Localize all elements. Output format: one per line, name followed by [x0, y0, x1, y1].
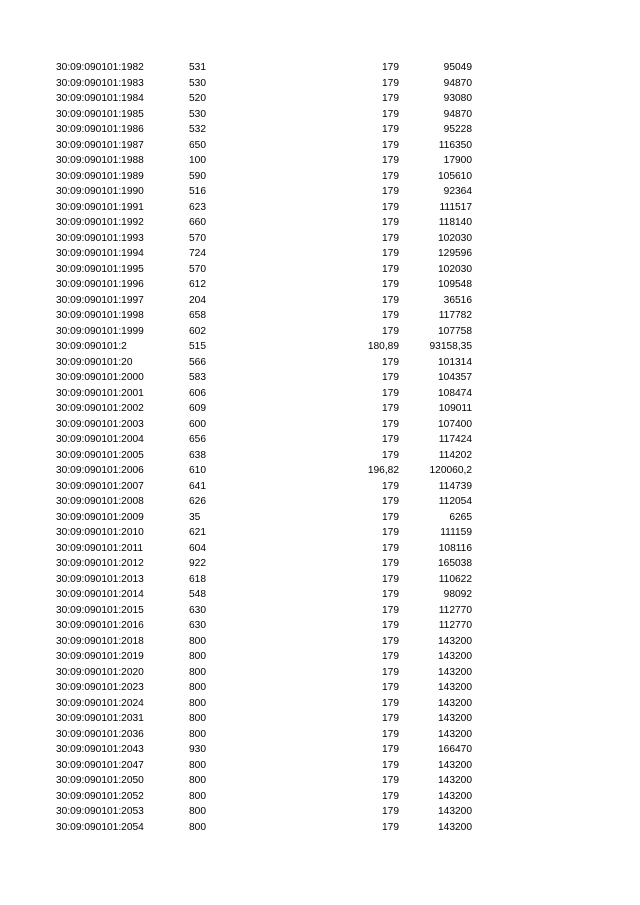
area-cell: 609	[189, 403, 206, 414]
cadastral-number-cell: 30:09:090101:2019	[56, 651, 144, 662]
area-cell: 100	[189, 155, 206, 166]
table-row	[56, 711, 476, 727]
table-row	[56, 153, 476, 169]
value-cell: 112770	[438, 604, 472, 616]
rate-cell: 179	[382, 589, 399, 600]
cadastral-number-cell: 30:09:090101:2043	[56, 744, 144, 755]
rate-cell: 179	[382, 356, 399, 368]
value-cell: 107400	[438, 418, 472, 430]
area-cell: 602	[189, 325, 206, 337]
value-cell: 17900	[443, 155, 472, 166]
cadastral-number-cell: 30:09:090101:2011	[56, 542, 144, 554]
value-cell: 143200	[438, 713, 472, 724]
table-row	[56, 107, 476, 123]
rate-cell: 179	[382, 310, 399, 321]
table-row	[56, 138, 476, 154]
value-cell: 143200	[438, 697, 472, 709]
rate-cell: 179	[382, 790, 399, 802]
value-cell: 93080	[443, 93, 472, 104]
value-cell: 143200	[438, 666, 472, 678]
value-cell: 143200	[438, 759, 472, 771]
cadastral-number-cell: 30:09:090101:2054	[56, 821, 144, 833]
table-row	[56, 417, 476, 433]
cadastral-number-cell: 30:09:090101:2003	[56, 418, 144, 430]
table-row	[56, 820, 476, 836]
table-row	[56, 293, 476, 309]
cadastral-number-cell: 30:09:090101:2012	[56, 558, 144, 569]
cadastral-number-cell: 30:09:090101:2007	[56, 480, 144, 492]
value-cell: 6265	[449, 511, 472, 523]
area-cell: 800	[189, 635, 206, 647]
table-row	[56, 215, 476, 231]
area-cell: 530	[189, 108, 206, 120]
table-row	[56, 262, 476, 278]
area-cell: 531	[189, 62, 206, 73]
table-row	[56, 727, 476, 743]
rate-cell: 179	[382, 170, 399, 182]
table-row	[56, 308, 476, 324]
cadastral-number-cell: 30:09:090101:1984	[56, 93, 144, 104]
rate-cell: 179	[382, 744, 399, 755]
rate-cell: 179	[382, 372, 399, 383]
value-cell: 93158,35	[429, 341, 472, 352]
rate-cell: 179	[382, 806, 399, 817]
value-cell: 110622	[438, 573, 472, 585]
rate-cell: 179	[382, 263, 399, 275]
cadastral-number-cell: 30:09:090101:2001	[56, 387, 144, 399]
rate-cell: 179	[382, 775, 399, 786]
rate-cell: 179	[382, 217, 399, 228]
table-row	[56, 91, 476, 107]
cadastral-number-cell: 30:09:090101:2	[56, 341, 127, 352]
table-row	[56, 618, 476, 634]
area-cell: 800	[189, 682, 206, 693]
rate-cell: 179	[382, 558, 399, 569]
area-cell: 623	[189, 201, 206, 213]
rate-cell: 179	[382, 155, 399, 166]
rate-cell: 179	[382, 496, 399, 507]
area-cell: 590	[189, 170, 206, 182]
rate-cell: 179	[382, 542, 399, 554]
area-cell: 800	[189, 821, 206, 833]
rate-cell: 179	[382, 387, 399, 399]
cadastral-number-cell: 30:09:090101:2018	[56, 635, 144, 647]
area-cell: 638	[189, 449, 206, 461]
table-row	[56, 184, 476, 200]
rate-cell: 179	[382, 713, 399, 724]
cadastral-number-cell: 30:09:090101:1994	[56, 248, 144, 259]
table-row	[56, 200, 476, 216]
value-cell: 129596	[438, 248, 472, 259]
table-row	[56, 696, 476, 712]
area-cell: 204	[189, 294, 206, 306]
table-row	[56, 386, 476, 402]
value-cell: 116350	[438, 139, 472, 151]
value-cell: 95049	[443, 62, 472, 73]
rate-cell: 179	[382, 573, 399, 585]
value-cell: 94870	[443, 108, 472, 120]
table-row	[56, 401, 476, 417]
value-cell: 143200	[438, 635, 472, 647]
table-row	[56, 541, 476, 557]
area-cell: 515	[189, 341, 206, 352]
rate-cell: 179	[382, 434, 399, 445]
rate-cell: 179	[382, 480, 399, 492]
rate-cell: 179	[382, 651, 399, 662]
area-cell: 626	[189, 496, 206, 507]
cadastral-number-cell: 30:09:090101:2052	[56, 790, 144, 802]
table-row	[56, 758, 476, 774]
area-cell: 641	[189, 480, 206, 492]
area-cell: 630	[189, 620, 206, 631]
table-row	[56, 324, 476, 340]
area-cell: 800	[189, 651, 206, 662]
cadastral-number-cell: 30:09:090101:1993	[56, 232, 144, 244]
area-cell: 930	[189, 744, 206, 755]
table-row	[56, 479, 476, 495]
value-cell: 166470	[438, 744, 472, 755]
area-cell: 520	[189, 93, 206, 104]
cadastral-number-cell: 30:09:090101:20	[56, 356, 133, 368]
table-row	[56, 76, 476, 92]
cadastral-number-cell: 30:09:090101:1982	[56, 62, 144, 73]
table-row	[56, 665, 476, 681]
value-cell: 109548	[438, 279, 472, 290]
area-cell: 600	[189, 418, 206, 430]
cadastral-number-cell: 30:09:090101:2002	[56, 403, 144, 414]
rate-cell: 179	[382, 418, 399, 430]
value-cell: 143200	[438, 682, 472, 693]
cadastral-number-cell: 30:09:090101:2005	[56, 449, 144, 461]
cadastral-number-cell: 30:09:090101:1988	[56, 155, 144, 166]
area-cell: 800	[189, 759, 206, 771]
table-row	[56, 246, 476, 262]
rate-cell: 180,89	[367, 341, 399, 352]
value-cell: 143200	[438, 821, 472, 833]
rate-cell: 179	[382, 620, 399, 631]
rate-cell: 179	[382, 201, 399, 213]
table-row	[56, 432, 476, 448]
value-cell: 143200	[438, 806, 472, 817]
value-cell: 111159	[440, 527, 472, 538]
value-cell: 143200	[438, 651, 472, 662]
area-cell: 800	[189, 790, 206, 802]
rate-cell: 179	[382, 697, 399, 709]
rate-cell: 179	[382, 635, 399, 647]
rate-cell: 179	[382, 759, 399, 771]
rate-cell: 179	[382, 527, 399, 538]
rate-cell: 179	[382, 666, 399, 678]
cadastral-number-cell: 30:09:090101:2024	[56, 697, 144, 709]
rate-cell: 179	[382, 62, 399, 73]
value-cell: 112770	[438, 620, 472, 631]
rate-cell: 179	[382, 77, 399, 89]
table-row	[56, 649, 476, 665]
table-row	[56, 556, 476, 572]
area-cell: 570	[189, 232, 206, 244]
rate-cell: 179	[382, 821, 399, 833]
cadastral-number-cell: 30:09:090101:2053	[56, 806, 144, 817]
cadastral-number-cell: 30:09:090101:1985	[56, 108, 144, 120]
area-cell: 618	[189, 573, 206, 585]
rate-cell: 179	[382, 279, 399, 290]
cadastral-number-cell: 30:09:090101:2015	[56, 604, 144, 616]
area-cell: 516	[189, 186, 206, 197]
value-cell: 143200	[438, 790, 472, 802]
value-cell: 104357	[438, 372, 472, 383]
table-row	[56, 463, 476, 479]
cadastral-number-cell: 30:09:090101:2020	[56, 666, 144, 678]
area-cell: 583	[189, 372, 206, 383]
value-cell: 143200	[438, 728, 472, 740]
table-row	[56, 804, 476, 820]
value-cell: 143200	[438, 775, 472, 786]
area-cell: 800	[189, 666, 206, 678]
area-cell: 800	[189, 775, 206, 786]
value-cell: 117782	[438, 310, 472, 321]
rate-cell: 179	[382, 511, 399, 523]
cadastral-number-cell: 30:09:090101:1999	[56, 325, 144, 337]
table-row	[56, 231, 476, 247]
value-cell: 94870	[443, 77, 472, 89]
area-cell: 800	[189, 697, 206, 709]
area-cell: 604	[189, 542, 206, 554]
rate-cell: 179	[382, 93, 399, 104]
value-cell: 95228	[443, 124, 472, 135]
table-row	[56, 510, 476, 526]
table-row	[56, 789, 476, 805]
area-cell: 612	[189, 279, 206, 290]
area-cell: 800	[189, 728, 206, 740]
cadastral-number-cell: 30:09:090101:1987	[56, 139, 144, 151]
table-row	[56, 169, 476, 185]
rate-cell: 179	[382, 232, 399, 244]
area-cell: 621	[189, 527, 206, 538]
area-cell: 548	[189, 589, 206, 600]
area-cell: 724	[189, 248, 206, 259]
rate-cell: 179	[382, 449, 399, 461]
value-cell: 114739	[438, 480, 472, 492]
rate-cell: 179	[382, 728, 399, 740]
area-cell: 630	[189, 604, 206, 616]
cadastral-number-cell: 30:09:090101:1989	[56, 170, 144, 182]
cadastral-number-cell: 30:09:090101:1983	[56, 77, 144, 89]
cadastral-number-cell: 30:09:090101:1986	[56, 124, 144, 135]
value-cell: 36516	[443, 294, 472, 306]
cadastral-number-cell: 30:09:090101:2036	[56, 728, 144, 740]
area-cell: 800	[189, 713, 206, 724]
value-cell: 108116	[438, 542, 472, 554]
table-row	[56, 603, 476, 619]
value-cell: 101314	[438, 356, 472, 368]
area-cell: 530	[189, 77, 206, 89]
cadastral-number-cell: 30:09:090101:2000	[56, 372, 144, 383]
area-cell: 532	[189, 124, 206, 135]
area-cell: 35	[189, 511, 201, 523]
rate-cell: 179	[382, 248, 399, 259]
table-row	[56, 60, 476, 76]
area-cell: 656	[189, 434, 206, 445]
rate-cell: 179	[382, 186, 399, 197]
table-row	[56, 494, 476, 510]
value-cell: 107758	[438, 325, 472, 337]
table-row	[56, 448, 476, 464]
data-table	[56, 60, 476, 835]
cadastral-number-cell: 30:09:090101:2004	[56, 434, 144, 445]
rate-cell: 196,82	[367, 465, 399, 476]
area-cell: 650	[189, 139, 206, 151]
rate-cell: 179	[382, 294, 399, 306]
table-row	[56, 370, 476, 386]
cadastral-number-cell: 30:09:090101:2009	[56, 511, 144, 523]
value-cell: 114202	[438, 449, 472, 461]
area-cell: 658	[189, 310, 206, 321]
value-cell: 109011	[438, 403, 472, 414]
cadastral-number-cell: 30:09:090101:2016	[56, 620, 144, 631]
table-row	[56, 680, 476, 696]
area-cell: 922	[189, 558, 206, 569]
cadastral-number-cell: 30:09:090101:2014	[56, 589, 144, 600]
table-row	[56, 587, 476, 603]
cadastral-number-cell: 30:09:090101:2050	[56, 775, 144, 786]
cadastral-number-cell: 30:09:090101:1996	[56, 279, 144, 290]
value-cell: 98092	[443, 589, 472, 600]
table-row	[56, 525, 476, 541]
area-cell: 610	[189, 465, 206, 476]
cadastral-number-cell: 30:09:090101:1990	[56, 186, 144, 197]
area-cell: 566	[189, 356, 206, 368]
table-row	[56, 122, 476, 138]
area-cell: 800	[189, 806, 206, 817]
value-cell: 102030	[438, 232, 472, 244]
value-cell: 102030	[438, 263, 472, 275]
cadastral-number-cell: 30:09:090101:2006	[56, 465, 144, 476]
value-cell: 111517	[439, 201, 472, 213]
area-cell: 606	[189, 387, 206, 399]
value-cell: 165038	[438, 558, 472, 569]
cadastral-number-cell: 30:09:090101:1991	[56, 201, 144, 213]
cadastral-number-cell: 30:09:090101:2013	[56, 573, 144, 585]
table-row	[56, 742, 476, 758]
value-cell: 112054	[438, 496, 472, 507]
area-cell: 660	[189, 217, 206, 228]
value-cell: 117424	[438, 434, 472, 445]
rate-cell: 179	[382, 604, 399, 616]
cadastral-number-cell: 30:09:090101:1995	[56, 263, 144, 275]
rate-cell: 179	[382, 325, 399, 337]
table-row	[56, 355, 476, 371]
rate-cell: 179	[382, 108, 399, 120]
rate-cell: 179	[382, 403, 399, 414]
table-row	[56, 339, 476, 355]
table-row	[56, 773, 476, 789]
cadastral-number-cell: 30:09:090101:2023	[56, 682, 144, 693]
cadastral-number-cell: 30:09:090101:1998	[56, 310, 144, 321]
cadastral-number-cell: 30:09:090101:1992	[56, 217, 144, 228]
area-cell: 570	[189, 263, 206, 275]
table-row	[56, 277, 476, 293]
table-row	[56, 634, 476, 650]
cadastral-number-cell: 30:09:090101:2010	[56, 527, 144, 538]
value-cell: 105610	[438, 170, 472, 182]
value-cell: 120060,2	[429, 465, 472, 476]
rate-cell: 179	[382, 139, 399, 151]
cadastral-number-cell: 30:09:090101:1997	[56, 294, 144, 306]
cadastral-number-cell: 30:09:090101:2008	[56, 496, 144, 507]
rate-cell: 179	[382, 682, 399, 693]
value-cell: 92364	[443, 186, 472, 197]
cadastral-number-cell: 30:09:090101:2031	[56, 713, 144, 724]
rate-cell: 179	[382, 124, 399, 135]
value-cell: 108474	[438, 387, 472, 399]
cadastral-number-cell: 30:09:090101:2047	[56, 759, 144, 771]
value-cell: 118140	[438, 217, 472, 228]
table-row	[56, 572, 476, 588]
